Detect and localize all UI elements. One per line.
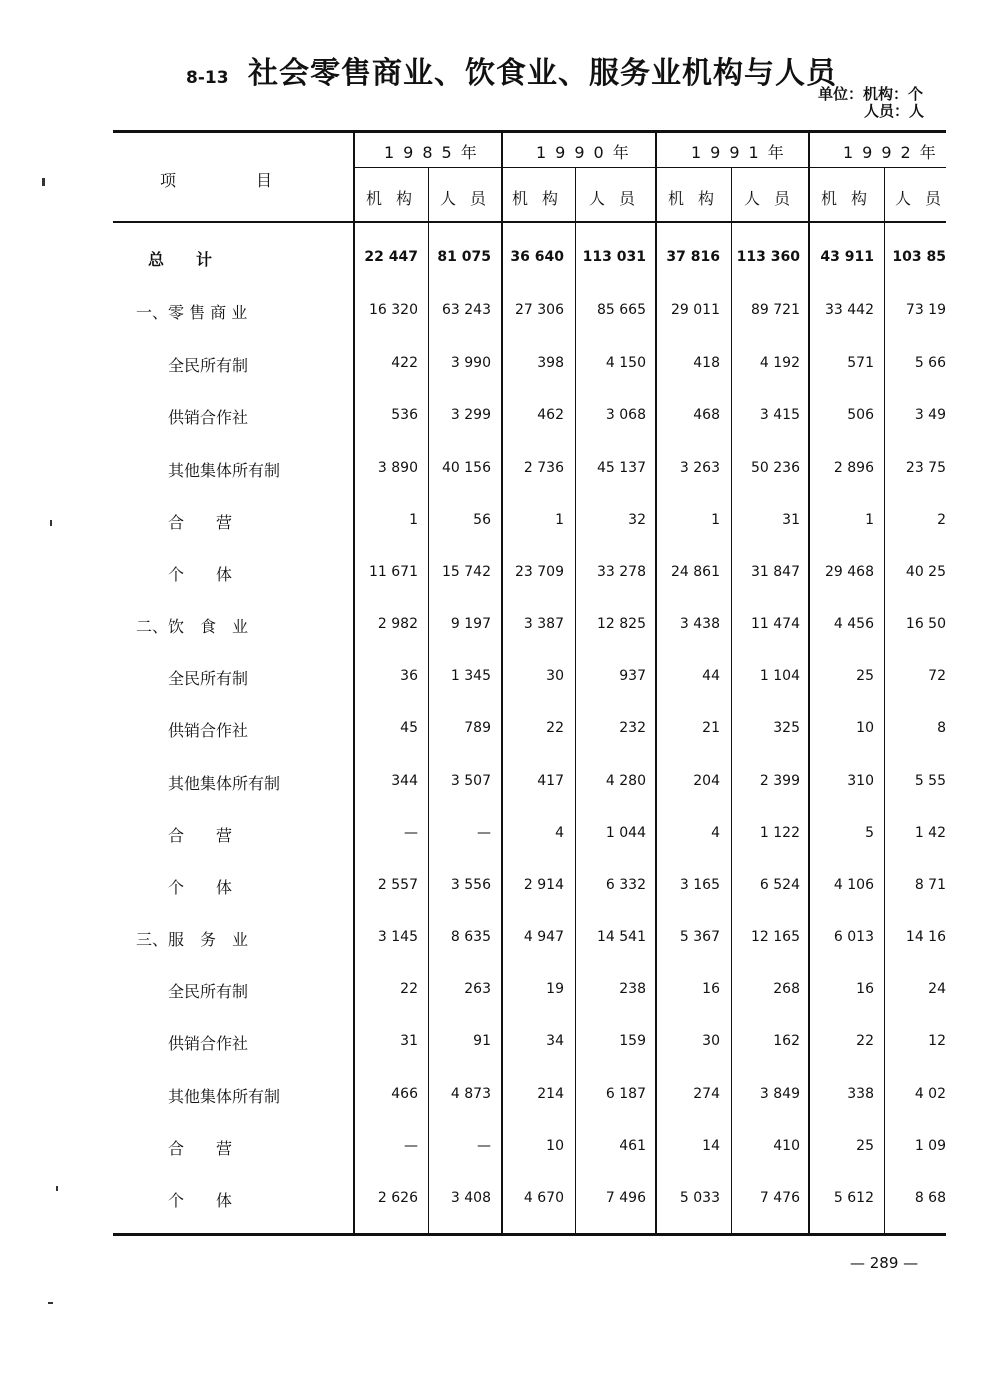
cell-1985-institution: —: [404, 1138, 418, 1154]
cell-1992-institution: 2 896: [833, 460, 874, 476]
cell-1991-institution: 21: [702, 720, 720, 736]
page-number: — 289 —: [850, 1254, 919, 1272]
cell-1992-institution: 1: [865, 512, 874, 528]
page-title: 社会零售商业、饮食业、服务业机构与人员: [248, 56, 837, 91]
cell-1991-institution: 3 438: [679, 616, 720, 632]
cell-1992-personnel: 8 71: [914, 877, 946, 893]
cell-1992-personnel: 8 68: [914, 1190, 946, 1206]
cell-1990-personnel: 6 332: [605, 877, 646, 893]
cell-1985-personnel: —: [477, 1138, 491, 1154]
cell-1991-institution: 24 861: [671, 564, 720, 580]
cell-1992-institution: 22: [856, 1033, 874, 1049]
cell-1992-institution: 25: [856, 1138, 874, 1154]
cell-1985-personnel: 56: [473, 512, 491, 528]
sub-divider-1992: [884, 168, 885, 1233]
cell-1990-institution: 27 306: [515, 302, 564, 318]
sub-header-institution: 机构: [821, 189, 882, 208]
cell-1991-personnel: 268: [773, 981, 800, 997]
cell-1985-institution: 344: [391, 773, 418, 789]
cell-1991-personnel: 12 165: [751, 929, 800, 945]
cell-1990-institution: 10: [546, 1138, 564, 1154]
cell-1991-institution: 204: [693, 773, 720, 789]
header-mid-rule: [353, 167, 946, 168]
cell-1992-personnel: 1 09: [914, 1138, 946, 1154]
cell-1990-institution: 2 914: [523, 877, 564, 893]
scan-speck: [50, 520, 52, 526]
row-label: 供销合作社: [168, 1034, 249, 1053]
cell-1990-institution: 36 640: [510, 249, 564, 265]
cell-1992-personnel: 103 85: [892, 249, 946, 265]
row-label: 合 营: [168, 826, 233, 845]
cell-1991-personnel: 2 399: [759, 773, 800, 789]
scan-speck: [48, 1302, 53, 1304]
cell-1992-institution: 506: [847, 407, 874, 423]
cell-1990-personnel: 33 278: [597, 564, 646, 580]
cell-1991-personnel: 11 474: [751, 616, 800, 632]
cell-1991-personnel: 31 847: [751, 564, 800, 580]
cell-1992-personnel: 2: [937, 512, 946, 528]
cell-1992-personnel: 5 55: [914, 773, 946, 789]
sub-divider-1991: [731, 168, 732, 1233]
cell-1985-personnel: 1 345: [450, 668, 491, 684]
year-1991-divider: [655, 133, 657, 1233]
cell-1990-personnel: 7 496: [605, 1190, 646, 1206]
cell-1990-personnel: 4 150: [605, 355, 646, 371]
cell-1992-personnel: 72: [928, 668, 946, 684]
cell-1992-institution: 4 456: [833, 616, 874, 632]
cell-1990-institution: 2 736: [523, 460, 564, 476]
cell-1990-personnel: 32: [628, 512, 646, 528]
cell-1985-institution: 22 447: [364, 249, 418, 265]
cell-1992-personnel: 4 02: [914, 1086, 946, 1102]
item-column-header: 项 目: [160, 171, 273, 190]
sub-divider-1985: [428, 168, 429, 1233]
cell-1992-institution: 5: [865, 825, 874, 841]
cell-1985-personnel: 81 075: [437, 249, 491, 265]
cell-1992-personnel: 73 19: [905, 302, 946, 318]
cell-1985-personnel: 3 990: [450, 355, 491, 371]
year-header-1991: 1991年: [691, 143, 793, 162]
cell-1991-institution: 3 263: [679, 460, 720, 476]
cell-1991-personnel: 113 360: [736, 249, 800, 265]
cell-1990-institution: 214: [537, 1086, 564, 1102]
cell-1990-personnel: 113 031: [582, 249, 646, 265]
cell-1991-personnel: 1 104: [759, 668, 800, 684]
cell-1992-personnel: 8: [937, 720, 946, 736]
sub-header-institution: 机构: [512, 189, 573, 208]
cell-1991-institution: 44: [702, 668, 720, 684]
row-label: 全民所有制: [168, 356, 249, 375]
cell-1991-personnel: 89 721: [751, 302, 800, 318]
cell-1992-personnel: 1 42: [914, 825, 946, 841]
cell-1991-personnel: 31: [782, 512, 800, 528]
row-label: 合 营: [168, 1139, 233, 1158]
cell-1990-institution: 1: [555, 512, 564, 528]
cell-1990-institution: 23 709: [515, 564, 564, 580]
cell-1990-personnel: 14 541: [597, 929, 646, 945]
row-label: 三、服 务 业: [136, 930, 249, 949]
row-label: 全民所有制: [168, 982, 249, 1001]
cell-1990-institution: 19: [546, 981, 564, 997]
cell-1992-personnel: 3 49: [914, 407, 946, 423]
cell-1991-institution: 418: [693, 355, 720, 371]
cell-1990-institution: 4 670: [523, 1190, 564, 1206]
cell-1985-personnel: 3 507: [450, 773, 491, 789]
cell-1991-institution: 5 367: [679, 929, 720, 945]
cell-1985-personnel: 8 635: [450, 929, 491, 945]
cell-1985-personnel: —: [477, 825, 491, 841]
cell-1991-institution: 468: [693, 407, 720, 423]
cell-1992-personnel: 14 16: [905, 929, 946, 945]
table-number: 8-13: [186, 68, 229, 88]
cell-1990-personnel: 45 137: [597, 460, 646, 476]
row-label: 总 计: [148, 250, 213, 269]
row-label: 其他集体所有制: [168, 461, 281, 480]
sub-header-personnel: 人员: [440, 189, 501, 208]
cell-1990-institution: 462: [537, 407, 564, 423]
year-header-1985: 1985年: [384, 143, 486, 162]
sub-divider-1990: [575, 168, 576, 1233]
cell-1990-personnel: 1 044: [605, 825, 646, 841]
cell-1991-personnel: 162: [773, 1033, 800, 1049]
cell-1992-personnel: 16 50: [905, 616, 946, 632]
cell-1985-personnel: 40 156: [442, 460, 491, 476]
sub-header-personnel: 人员: [744, 189, 805, 208]
year-header-1990: 1990年: [536, 143, 638, 162]
cell-1990-institution: 34: [546, 1033, 564, 1049]
cell-1985-institution: 11 671: [369, 564, 418, 580]
cell-1991-institution: 274: [693, 1086, 720, 1102]
sub-header-institution: 机构: [366, 189, 427, 208]
cell-1992-institution: 43 911: [820, 249, 874, 265]
cell-1985-institution: 1: [409, 512, 418, 528]
cell-1991-personnel: 3 415: [759, 407, 800, 423]
cell-1985-personnel: 3 556: [450, 877, 491, 893]
cell-1985-institution: 2 557: [377, 877, 418, 893]
cell-1991-institution: 3 165: [679, 877, 720, 893]
cell-1991-institution: 4: [711, 825, 720, 841]
cell-1990-institution: 4: [555, 825, 564, 841]
cell-1985-institution: 2 626: [377, 1190, 418, 1206]
cell-1990-institution: 30: [546, 668, 564, 684]
cell-1991-institution: 29 011: [671, 302, 720, 318]
cell-1985-institution: 422: [391, 355, 418, 371]
cell-1992-institution: 571: [847, 355, 874, 371]
cell-1991-institution: 30: [702, 1033, 720, 1049]
cell-1985-personnel: 4 873: [450, 1086, 491, 1102]
row-label: 其他集体所有制: [168, 1087, 281, 1106]
year-1992-divider: [808, 133, 810, 1233]
cell-1985-institution: 45: [400, 720, 418, 736]
cell-1992-institution: 10: [856, 720, 874, 736]
sub-header-personnel: 人员: [895, 189, 956, 208]
cell-1991-personnel: 6 524: [759, 877, 800, 893]
cell-1990-personnel: 937: [619, 668, 646, 684]
header-bottom-rule: [113, 221, 946, 223]
year-1990-divider: [501, 133, 503, 1233]
cell-1991-personnel: 1 122: [759, 825, 800, 841]
sub-header-personnel: 人员: [589, 189, 650, 208]
cell-1985-institution: 536: [391, 407, 418, 423]
cell-1990-personnel: 159: [619, 1033, 646, 1049]
cell-1990-institution: 22: [546, 720, 564, 736]
cell-1990-institution: 4 947: [523, 929, 564, 945]
cell-1985-institution: 36: [400, 668, 418, 684]
cell-1991-personnel: 410: [773, 1138, 800, 1154]
cell-1992-personnel: 40 25: [905, 564, 946, 580]
cell-1985-institution: 22: [400, 981, 418, 997]
cell-1990-personnel: 461: [619, 1138, 646, 1154]
cell-1992-institution: 33 442: [825, 302, 874, 318]
cell-1990-personnel: 6 187: [605, 1086, 646, 1102]
cell-1985-personnel: 3 299: [450, 407, 491, 423]
cell-1992-institution: 4 106: [833, 877, 874, 893]
cell-1991-institution: 16: [702, 981, 720, 997]
cell-1992-personnel: 23 75: [905, 460, 946, 476]
row-label: 全民所有制: [168, 669, 249, 688]
cell-1985-institution: 2 982: [377, 616, 418, 632]
unit-note: [818, 86, 924, 120]
cell-1992-institution: 5 612: [833, 1190, 874, 1206]
cell-1985-personnel: 3 408: [450, 1190, 491, 1206]
cell-1991-institution: 5 033: [679, 1190, 720, 1206]
cell-1985-personnel: 789: [464, 720, 491, 736]
cell-1990-personnel: 232: [619, 720, 646, 736]
scan-speck: [56, 1186, 58, 1191]
cell-1991-personnel: 3 849: [759, 1086, 800, 1102]
cell-1990-personnel: 238: [619, 981, 646, 997]
cell-1990-personnel: 4 280: [605, 773, 646, 789]
item-column-divider: [353, 133, 355, 1233]
row-label: 二、饮 食 业: [136, 617, 249, 636]
cell-1985-institution: 31: [400, 1033, 418, 1049]
cell-1985-personnel: 15 742: [442, 564, 491, 580]
cell-1991-personnel: 4 192: [759, 355, 800, 371]
cell-1985-personnel: 63 243: [442, 302, 491, 318]
cell-1992-personnel: 12: [928, 1033, 946, 1049]
cell-1990-institution: 398: [537, 355, 564, 371]
cell-1985-institution: 3 890: [377, 460, 418, 476]
cell-1991-institution: 1: [711, 512, 720, 528]
cell-1992-institution: 16: [856, 981, 874, 997]
cell-1985-personnel: 91: [473, 1033, 491, 1049]
cell-1992-institution: 6 013: [833, 929, 874, 945]
cell-1985-institution: —: [404, 825, 418, 841]
row-label: 合 营: [168, 513, 233, 532]
row-label: 个 体: [168, 878, 233, 897]
cell-1992-personnel: 24: [928, 981, 946, 997]
row-label: 个 体: [168, 565, 233, 584]
cell-1992-institution: 25: [856, 668, 874, 684]
table-bottom-rule: [113, 1233, 946, 1236]
cell-1985-institution: 466: [391, 1086, 418, 1102]
cell-1990-institution: 3 387: [523, 616, 564, 632]
cell-1985-institution: 3 145: [377, 929, 418, 945]
cell-1992-institution: 29 468: [825, 564, 874, 580]
cell-1990-personnel: 12 825: [597, 616, 646, 632]
cell-1992-institution: 310: [847, 773, 874, 789]
unit-line-personnel: 人员：人: [864, 102, 925, 120]
cell-1991-personnel: 325: [773, 720, 800, 736]
cell-1985-institution: 16 320: [369, 302, 418, 318]
row-label: 供销合作社: [168, 408, 249, 427]
row-label: 其他集体所有制: [168, 774, 281, 793]
sub-header-institution: 机构: [668, 189, 729, 208]
cell-1990-institution: 417: [537, 773, 564, 789]
row-label: 供销合作社: [168, 721, 249, 740]
row-label: 个 体: [168, 1191, 233, 1210]
cell-1990-personnel: 3 068: [605, 407, 646, 423]
cell-1992-personnel: 5 66: [914, 355, 946, 371]
unit-line-institution: 单位：机构：个: [818, 85, 924, 103]
cell-1990-personnel: 85 665: [597, 302, 646, 318]
row-label: 一、零 售 商 业: [136, 303, 248, 322]
cell-1991-personnel: 50 236: [751, 460, 800, 476]
cell-1985-personnel: 263: [464, 981, 491, 997]
cell-1991-institution: 14: [702, 1138, 720, 1154]
scan-speck: [42, 178, 45, 186]
cell-1985-personnel: 9 197: [450, 616, 491, 632]
cell-1991-institution: 37 816: [666, 249, 720, 265]
year-header-1992: 1992年: [843, 143, 945, 162]
table-top-rule: [113, 130, 946, 133]
cell-1992-institution: 338: [847, 1086, 874, 1102]
cell-1991-personnel: 7 476: [759, 1190, 800, 1206]
